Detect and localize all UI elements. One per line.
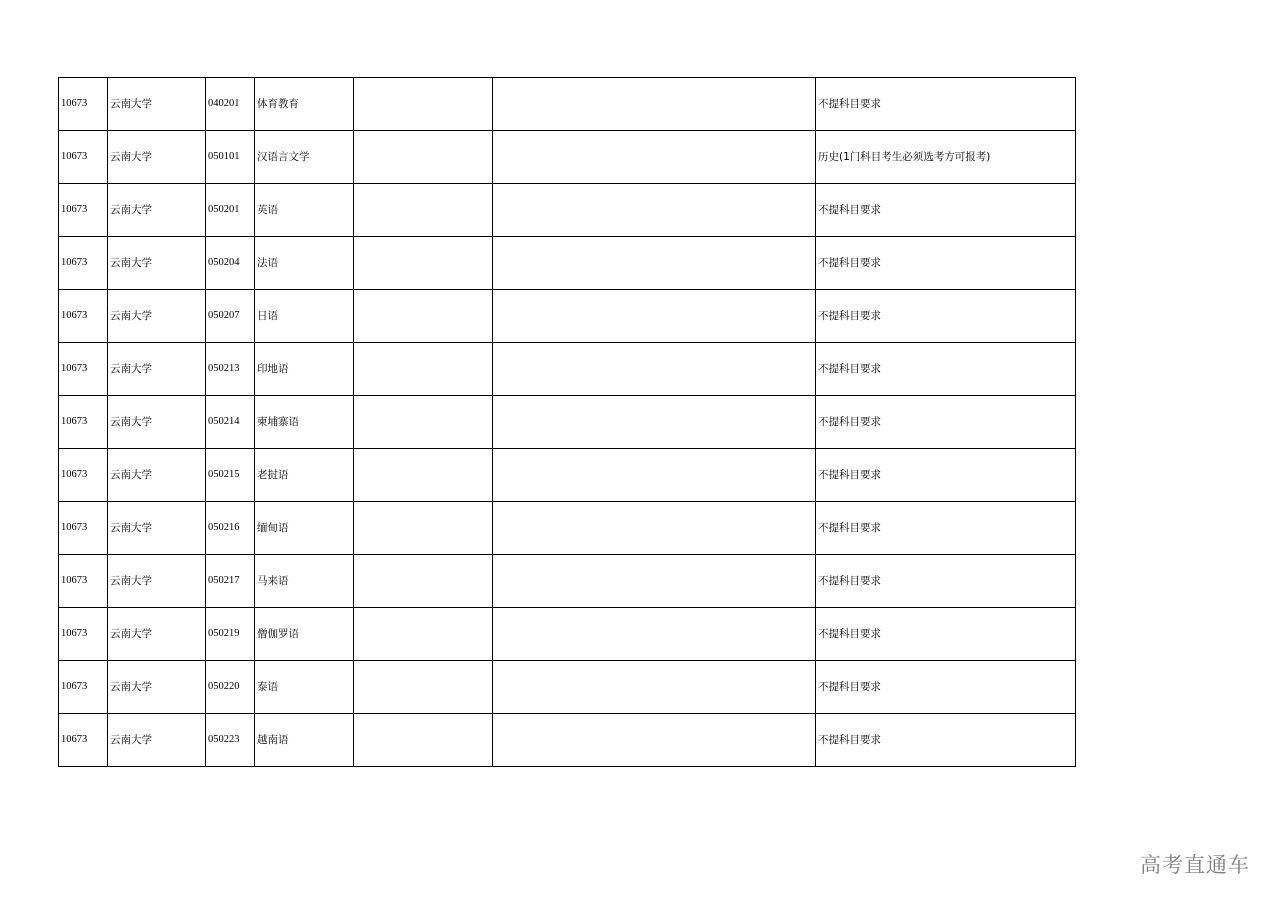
major-name-cell: 英语 xyxy=(255,184,354,237)
empty-cell xyxy=(493,661,816,714)
table-row xyxy=(59,290,1076,343)
empty-cell xyxy=(354,343,493,396)
empty-cell xyxy=(493,449,816,502)
empty-cell xyxy=(493,237,816,290)
major-code-cell: 050219 xyxy=(206,608,255,661)
school-code-cell: 10673 xyxy=(59,78,108,131)
table-row xyxy=(59,555,1076,608)
major-name-cell: 汉语言文学 xyxy=(255,131,354,184)
table-row xyxy=(59,714,1076,767)
table-row xyxy=(59,396,1076,449)
school-code-cell: 10673 xyxy=(59,714,108,767)
empty-cell xyxy=(493,608,816,661)
major-code-cell: 050220 xyxy=(206,661,255,714)
empty-cell xyxy=(493,343,816,396)
major-code-cell: 050214 xyxy=(206,396,255,449)
school-name-cell: 云南大学 xyxy=(108,131,206,184)
empty-cell xyxy=(493,396,816,449)
school-code-cell: 10673 xyxy=(59,131,108,184)
major-name-cell: 泰语 xyxy=(255,661,354,714)
table-row xyxy=(59,131,1076,184)
major-name-cell: 越南语 xyxy=(255,714,354,767)
major-name-cell: 马来语 xyxy=(255,555,354,608)
table-row xyxy=(59,184,1076,237)
table-row xyxy=(59,502,1076,555)
school-code-cell: 10673 xyxy=(59,237,108,290)
school-code-cell: 10673 xyxy=(59,343,108,396)
school-code-cell: 10673 xyxy=(59,608,108,661)
school-code-cell: 10673 xyxy=(59,396,108,449)
school-name-cell: 云南大学 xyxy=(108,555,206,608)
empty-cell xyxy=(493,555,816,608)
school-name-cell: 云南大学 xyxy=(108,343,206,396)
school-name-cell: 云南大学 xyxy=(108,290,206,343)
school-name-cell: 云南大学 xyxy=(108,184,206,237)
school-code-cell: 10673 xyxy=(59,449,108,502)
empty-cell xyxy=(354,714,493,767)
subject-requirement-cell: 不提科目要求 xyxy=(816,608,1076,661)
empty-cell xyxy=(354,184,493,237)
major-code-cell: 050207 xyxy=(206,290,255,343)
table-row xyxy=(59,343,1076,396)
school-code-cell: 10673 xyxy=(59,555,108,608)
table-body xyxy=(59,78,1076,767)
major-code-cell: 050101 xyxy=(206,131,255,184)
subject-requirement-cell: 不提科目要求 xyxy=(816,184,1076,237)
major-code-cell: 050223 xyxy=(206,714,255,767)
school-name-cell: 云南大学 xyxy=(108,78,206,131)
empty-cell xyxy=(354,78,493,131)
subject-requirement-cell: 不提科目要求 xyxy=(816,661,1076,714)
school-name-cell: 云南大学 xyxy=(108,502,206,555)
table-row xyxy=(59,608,1076,661)
empty-cell xyxy=(493,714,816,767)
empty-cell xyxy=(493,184,816,237)
empty-cell xyxy=(493,290,816,343)
table-row xyxy=(59,449,1076,502)
school-name-cell: 云南大学 xyxy=(108,661,206,714)
school-code-cell: 10673 xyxy=(59,290,108,343)
major-code-cell: 050217 xyxy=(206,555,255,608)
major-code-cell: 050216 xyxy=(206,502,255,555)
school-code-cell: 10673 xyxy=(59,502,108,555)
major-name-cell: 印地语 xyxy=(255,343,354,396)
major-code-cell: 050204 xyxy=(206,237,255,290)
major-name-cell: 缅甸语 xyxy=(255,502,354,555)
major-name-cell: 法语 xyxy=(255,237,354,290)
empty-cell xyxy=(354,608,493,661)
table-row xyxy=(59,78,1076,131)
empty-cell xyxy=(493,131,816,184)
school-code-cell: 10673 xyxy=(59,661,108,714)
major-code-cell: 050213 xyxy=(206,343,255,396)
watermark: 高考直通车 xyxy=(1140,853,1250,877)
major-code-cell: 050215 xyxy=(206,449,255,502)
subject-requirement-cell: 不提科目要求 xyxy=(816,502,1076,555)
subject-requirement-cell: 不提科目要求 xyxy=(816,714,1076,767)
empty-cell xyxy=(354,449,493,502)
school-name-cell: 云南大学 xyxy=(108,396,206,449)
major-name-cell: 体育教育 xyxy=(255,78,354,131)
subject-requirement-cell: 不提科目要求 xyxy=(816,290,1076,343)
empty-cell xyxy=(354,502,493,555)
subject-requirement-cell: 不提科目要求 xyxy=(816,396,1076,449)
school-name-cell: 云南大学 xyxy=(108,449,206,502)
empty-cell xyxy=(354,396,493,449)
school-name-cell: 云南大学 xyxy=(108,714,206,767)
school-name-cell: 云南大学 xyxy=(108,608,206,661)
subject-requirement-cell: 不提科目要求 xyxy=(816,343,1076,396)
major-name-cell: 柬埔寨语 xyxy=(255,396,354,449)
empty-cell xyxy=(493,502,816,555)
table-row xyxy=(59,237,1076,290)
empty-cell xyxy=(354,661,493,714)
major-requirements-table xyxy=(58,77,1076,767)
major-name-cell: 日语 xyxy=(255,290,354,343)
major-name-cell: 老挝语 xyxy=(255,449,354,502)
major-code-cell: 040201 xyxy=(206,78,255,131)
subject-requirement-cell: 不提科目要求 xyxy=(816,555,1076,608)
empty-cell xyxy=(354,237,493,290)
major-name-cell: 僧伽罗语 xyxy=(255,608,354,661)
empty-cell xyxy=(354,555,493,608)
empty-cell xyxy=(493,78,816,131)
subject-requirement-cell: 历史(1门科目考生必须选考方可报考) xyxy=(816,131,1076,184)
empty-cell xyxy=(354,290,493,343)
subject-requirement-cell: 不提科目要求 xyxy=(816,237,1076,290)
table-row xyxy=(59,661,1076,714)
school-code-cell: 10673 xyxy=(59,184,108,237)
empty-cell xyxy=(354,131,493,184)
school-name-cell: 云南大学 xyxy=(108,237,206,290)
subject-requirement-cell: 不提科目要求 xyxy=(816,449,1076,502)
major-code-cell: 050201 xyxy=(206,184,255,237)
subject-requirement-cell: 不提科目要求 xyxy=(816,78,1076,131)
